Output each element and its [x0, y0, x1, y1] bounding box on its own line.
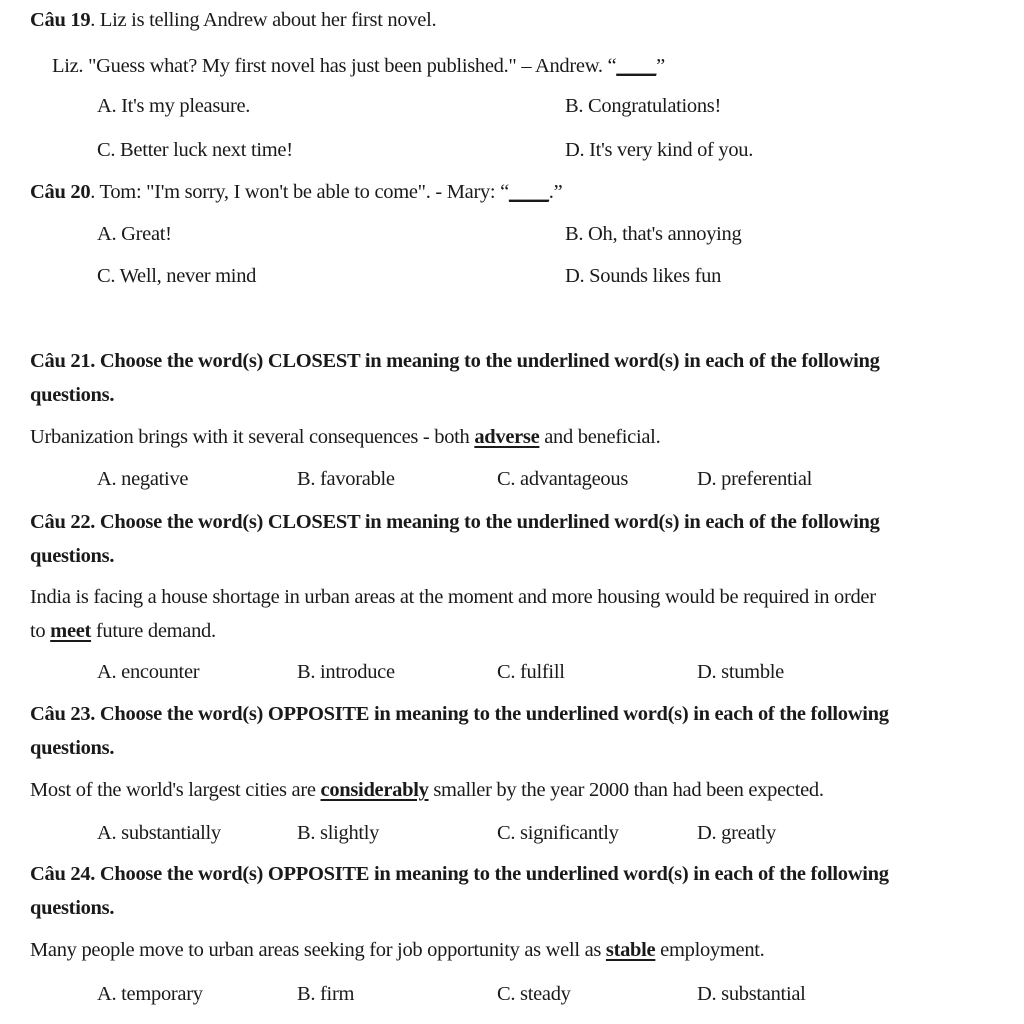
q20-prompt-text: . Tom: "I'm sorry, I won't be able to come". - Mary: “: [90, 181, 509, 203]
q20-blank: ____: [508, 181, 549, 203]
q19-dialog-text: Liz. "Guess what? My first novel has just been published." – Andrew. “: [52, 55, 617, 77]
q19-option-c[interactable]: C. Better luck next time!: [97, 139, 293, 161]
q24-sentence-before: Many people move to urban areas seeking for job opportunity as well as: [30, 939, 606, 961]
q24-underlined-word: stable: [605, 939, 656, 961]
q21-option-d[interactable]: D. preferential: [697, 468, 813, 490]
q22-sentence-after: future demand.: [91, 620, 216, 642]
q24-option-c[interactable]: C. steady: [497, 983, 571, 1005]
q20-label: Câu 20: [30, 181, 91, 203]
q24-sentence-after: employment.: [655, 939, 765, 961]
q22-option-d[interactable]: D. stumble: [697, 661, 784, 683]
q22-sentence-line2: [30, 621, 216, 642]
q23-heading: Câu 23. Choose the word(s) OPPOSITE in meaning to the underlined word(s) in each of the following: [30, 703, 889, 725]
q23-option-c[interactable]: C. significantly: [497, 822, 619, 844]
q21-underlined-word: adverse: [474, 426, 540, 448]
q24-option-a[interactable]: A. temporary: [97, 983, 203, 1005]
q22-sentence-line1: India is facing a house shortage in urban areas at the moment and more housing would be required in order: [30, 586, 876, 608]
q22-sentence-before: to: [30, 620, 51, 642]
q20-option-c[interactable]: C. Well, never mind: [97, 265, 257, 287]
q20-option-a[interactable]: A. Great!: [97, 223, 172, 245]
q19-option-d[interactable]: D. It's very kind of you.: [565, 139, 754, 161]
q20-prompt-end: .”: [548, 181, 563, 203]
q24-heading: Câu 24. Choose the word(s) OPPOSITE in meaning to the underlined word(s) in each of the following: [30, 863, 889, 885]
q19-intro: . Liz is telling Andrew about her first novel.: [90, 9, 437, 31]
q23-sentence: [30, 780, 824, 801]
q22-heading-cont: questions.: [30, 545, 115, 567]
q22-option-c[interactable]: C. fulfill: [497, 661, 565, 683]
q23-sentence-after: smaller by the year 2000 than had been expected.: [428, 779, 824, 801]
q21-sentence: [30, 427, 660, 448]
q22-option-b[interactable]: B. introduce: [297, 661, 395, 683]
q19-dialog-end: ”: [656, 55, 665, 77]
q21-heading-cont: questions.: [30, 384, 115, 406]
q19-blank: ____: [616, 55, 657, 77]
q19-option-b[interactable]: B. Congratulations!: [565, 95, 722, 117]
q19-dialog: [52, 56, 665, 77]
q23-underlined-word: considerably: [320, 779, 429, 801]
q21-sentence-after: and beneficial.: [539, 426, 661, 448]
q22-option-a[interactable]: A. encounter: [97, 661, 200, 683]
q21-heading: Câu 21. Choose the word(s) CLOSEST in meaning to the underlined word(s) in each of the following: [30, 350, 880, 372]
q23-option-d[interactable]: D. greatly: [697, 822, 776, 844]
q21-option-b[interactable]: B. favorable: [297, 468, 395, 490]
q19-option-a[interactable]: A. It's my pleasure.: [97, 95, 251, 117]
q23-heading-cont: questions.: [30, 737, 115, 759]
q21-sentence-before: Urbanization brings with it several consequences - both: [30, 426, 475, 448]
q21-option-a[interactable]: A. negative: [97, 468, 189, 490]
q19-heading: [30, 10, 436, 31]
q22-heading: Câu 22. Choose the word(s) CLOSEST in meaning to the underlined word(s) in each of the following: [30, 511, 880, 533]
q20-option-d[interactable]: D. Sounds likes fun: [565, 265, 722, 287]
q23-sentence-before: Most of the world's largest cities are: [30, 779, 321, 801]
q24-sentence: [30, 940, 765, 961]
q23-option-a[interactable]: A. substantially: [97, 822, 221, 844]
q19-label: Câu 19: [30, 9, 91, 31]
q20-prompt: [30, 182, 562, 203]
q24-option-b[interactable]: B. firm: [297, 983, 355, 1005]
q20-option-b[interactable]: B. Oh, that's annoying: [565, 223, 742, 245]
q24-heading-cont: questions.: [30, 897, 115, 919]
q21-option-c[interactable]: C. advantageous: [497, 468, 628, 490]
q22-underlined-word: meet: [50, 620, 92, 642]
q24-option-d[interactable]: D. substantial: [697, 983, 806, 1005]
q23-option-b[interactable]: B. slightly: [297, 822, 380, 844]
